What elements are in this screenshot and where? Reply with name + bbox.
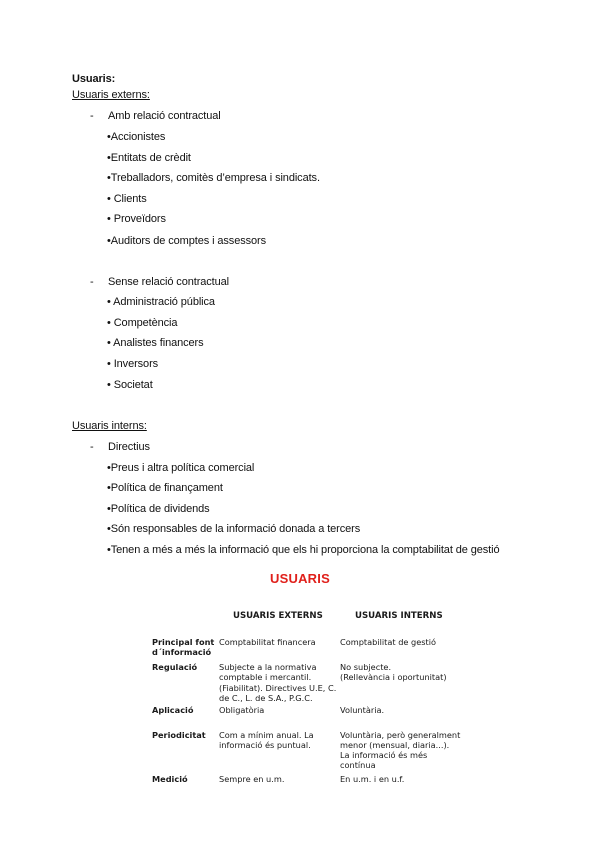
row-label: Medició <box>152 774 188 784</box>
list-item: • Clients <box>107 193 147 205</box>
row-label: Aplicació <box>152 705 194 715</box>
list-item: • Inversors <box>107 358 159 370</box>
list-item: •Treballadors, comitès d’empresa i sindicats. <box>107 172 320 184</box>
dash-marker: - <box>90 441 94 453</box>
column-header-interns: USUARIS INTERNS <box>355 611 443 621</box>
list-item: • Competència <box>107 317 178 329</box>
dash-marker: - <box>90 276 94 288</box>
list-item: •Política de finançament <box>107 482 223 494</box>
list-item: • Administració pública <box>107 296 215 308</box>
group-label-contractual: Amb relació contractual <box>108 110 221 122</box>
list-item: •Preus i altra política comercial <box>107 462 255 474</box>
table-cell: (Fiabilitat). Directives U.E, C. <box>219 683 337 693</box>
table-cell: contínua <box>340 760 376 770</box>
row-label: Regulació <box>152 662 198 672</box>
list-item: •Entitats de crèdit <box>107 152 191 164</box>
table-cell: menor (mensual, diaria...). <box>340 740 450 750</box>
group-label-non-contractual: Sense relació contractual <box>108 276 230 288</box>
table-cell: Com a mínim anual. La <box>219 730 314 740</box>
list-item: • Analistes financers <box>107 337 204 349</box>
table-cell: Obligatòria <box>219 705 265 715</box>
externs-title: Usuaris externs: <box>72 89 150 101</box>
table-cell: Voluntària, però generalment <box>340 730 461 740</box>
table-cell: Comptabilitat financera <box>219 637 316 647</box>
group-label-directius: Directius <box>108 441 150 453</box>
column-header-externs: USUARIS EXTERNS <box>233 611 323 621</box>
table-cell: de C., L. de S.A., P.G.C. <box>219 693 313 703</box>
row-label: d´informació <box>152 647 212 657</box>
table-cell: (Rellevància i oportunitat) <box>340 672 447 682</box>
table-cell: La informació és més <box>340 750 428 760</box>
row-label: Principal font <box>152 637 215 647</box>
row-label: Periodicitat <box>152 730 206 740</box>
list-item: •Tenen a més a més la informació que els hi proporciona la comptabilitat de gestió <box>107 544 500 556</box>
table-cell: informació és puntual. <box>219 740 311 750</box>
list-item: •Són responsables de la informació donada a tercers <box>107 523 361 535</box>
table-title: USUARIS <box>270 571 330 586</box>
interns-title: Usuaris interns: <box>72 420 147 432</box>
table-cell: En u.m. i en u.f. <box>340 774 405 784</box>
section-heading: Usuaris: <box>72 73 116 85</box>
dash-marker: - <box>90 110 94 122</box>
table-cell: Subjecte a la normativa <box>219 662 317 672</box>
table-cell: comptable i mercantil. <box>219 672 312 682</box>
table-cell: Comptabilitat de gestió <box>340 637 437 647</box>
list-item: •Accionistes <box>107 131 166 143</box>
table-cell: Sempre en u.m. <box>219 774 285 784</box>
table-cell: No subjecte. <box>340 662 392 672</box>
list-item: • Proveïdors <box>107 213 166 225</box>
list-item: • Societat <box>107 379 153 391</box>
list-item: •Auditors de comptes i assessors <box>107 235 266 247</box>
list-item: •Política de dividends <box>107 503 210 515</box>
table-cell: Voluntària. <box>340 705 385 715</box>
